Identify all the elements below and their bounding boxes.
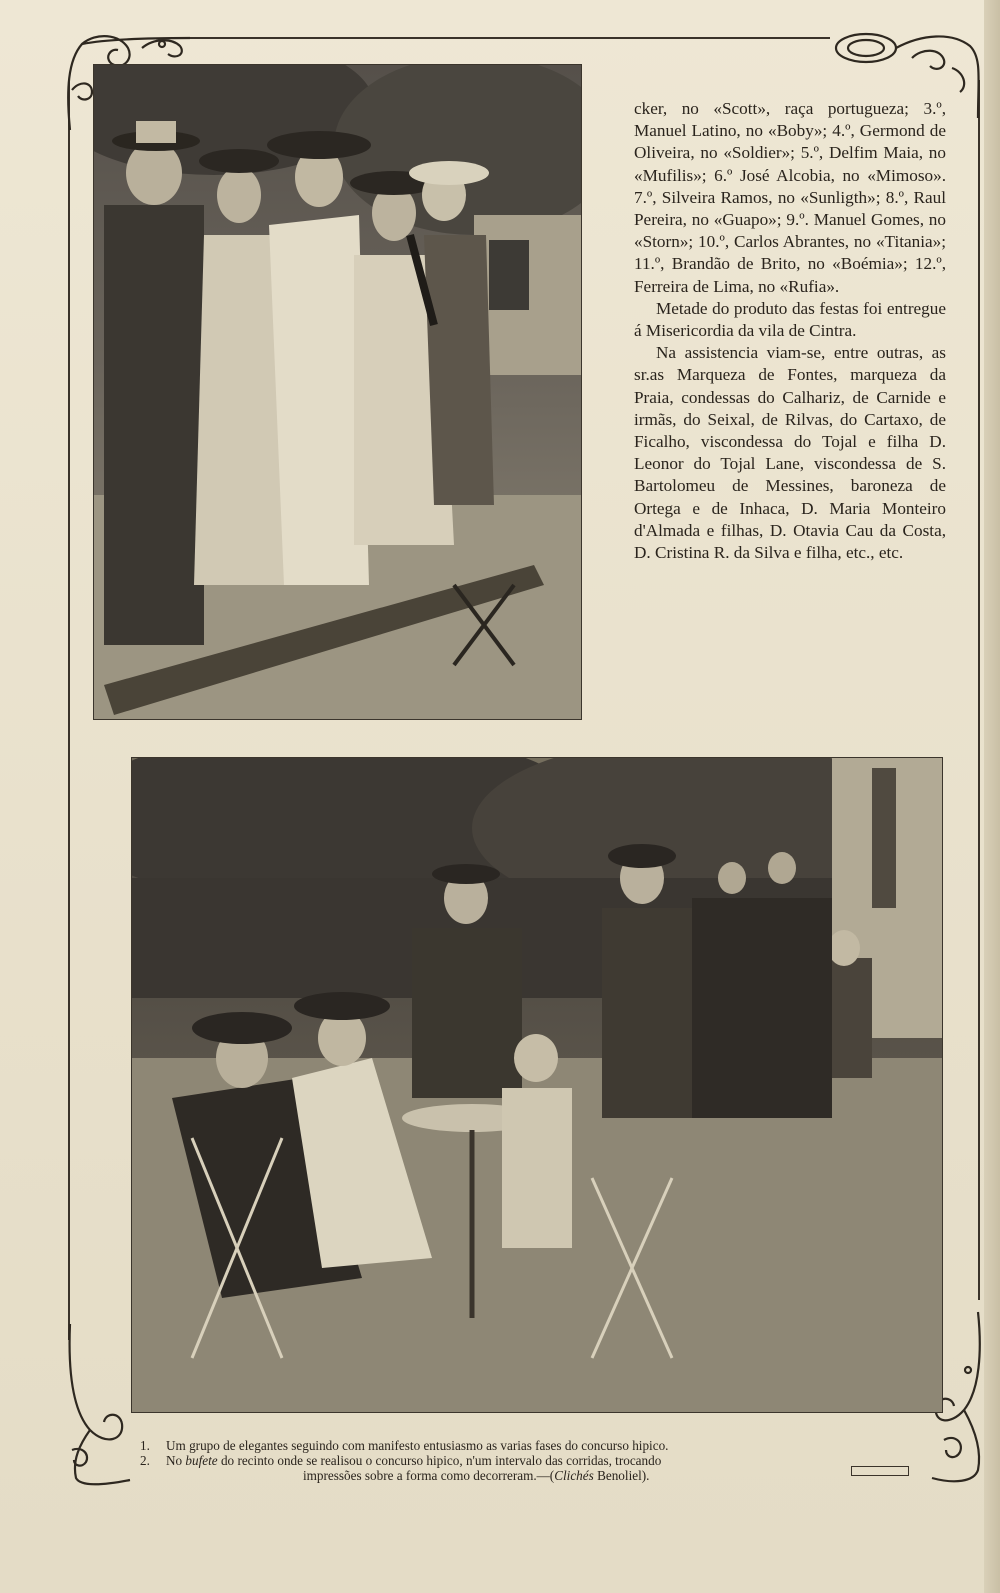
- frame-left-rule: [68, 80, 70, 1340]
- caption-text: impressões sobre a forma como decorreram.—(: [303, 1468, 555, 1483]
- article-text-column: [634, 98, 946, 564]
- frame-right-rule: [978, 80, 980, 1300]
- frame-top-rule: [190, 37, 830, 39]
- caption-line-2: [140, 1453, 920, 1468]
- article-paragraph: Na assistencia viam-se, entre outras, as sr.as Marqueza de Fontes, marqueza da Praia, condessas do Calhariz, de Carnide e irmãs, do Seixal, de Rilvas, do Cartaxo, de Ficalho, viscondessa do Tojal e filha D. Leonor do Tojal Lane, viscondessa de S. Bartolomeu de Messines, baroneza de Ortega e de Inhaca, D. Maria Monteiro d'Almada e filhas, D. Otavia Cau da Costa, D. Cristina R. da Silva e filha, etc., etc.: [634, 343, 946, 563]
- caption-line-3: [140, 1468, 920, 1483]
- caption-number: 2.: [140, 1453, 150, 1468]
- article-paragraph: Metade do produto das festas foi entregue á Misericordia da vila de Cintra.: [634, 298, 946, 341]
- caption-emphasis: bufete: [185, 1453, 218, 1468]
- printer-mark: [851, 1466, 909, 1476]
- photo-captions: [140, 1438, 920, 1483]
- article-paragraph: cker, no «Scott», raça portugueza; 3.º, Manuel Latino, no «Boby»; 4.º, Germond de Oliveira, no «Soldier»; 5.º, Delfim Maia, no «Mufilis»; 6.º José Alcobia, no «Mimoso». 7.º, Silveira Ramos, no «Sunligth»; 8.º, Raul Pereira, no «Guapo»; 9.º. Manuel Gomes, no «Storn»; 10.º, Carlos Abrantes, no «Titania»; 11.º, Brandão de Brito, no «Boémia»; 12.º, Ferreira de Lima, no «Rufia».: [634, 99, 946, 296]
- photo-bufete-scene: [131, 757, 943, 1413]
- photo-group-of-elegants: [93, 64, 582, 720]
- caption-text: No: [166, 1453, 183, 1468]
- caption-credit-emphasis: Clichés: [554, 1468, 594, 1483]
- caption-credit: Benoliel).: [597, 1468, 650, 1483]
- caption-line-1: [140, 1438, 920, 1453]
- caption-text: Um grupo de elegantes seguindo com manifesto entusiasmo as varias fases do concurso hipico.: [166, 1438, 669, 1453]
- caption-number: 1.: [140, 1438, 150, 1453]
- caption-text: do recinto onde se realisou o concurso hipico, n'um intervalo das corridas, trocando: [220, 1453, 662, 1468]
